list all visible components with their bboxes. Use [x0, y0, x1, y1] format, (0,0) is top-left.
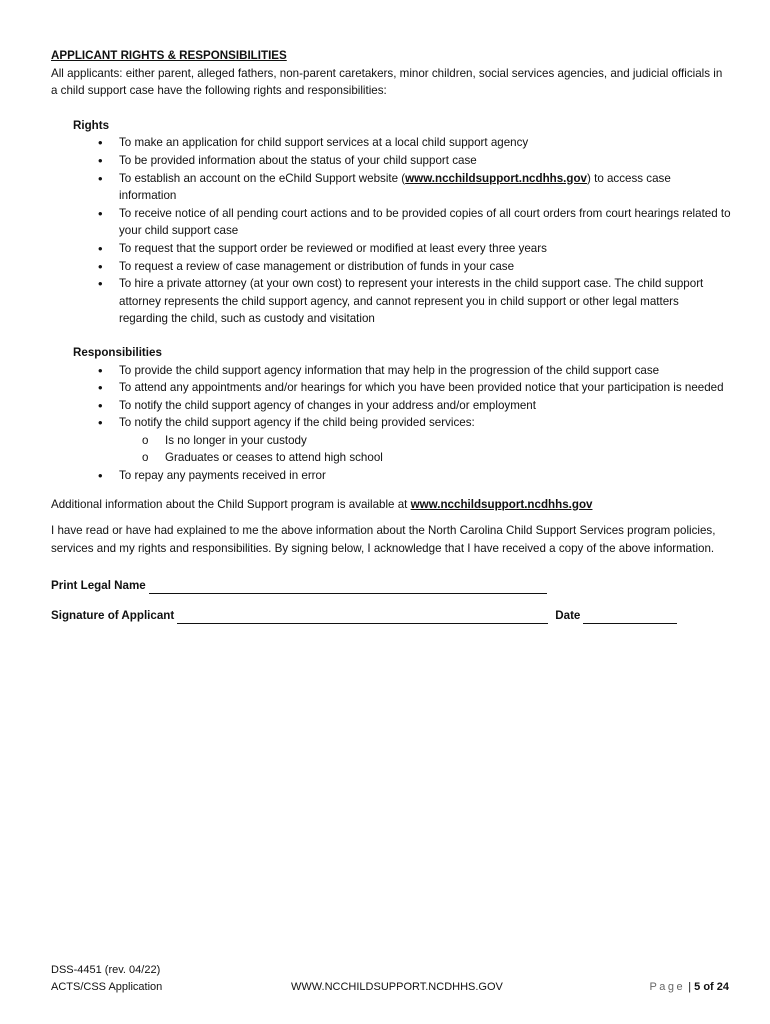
responsibility-item — [95, 362, 731, 380]
responsibility-sub-item — [140, 432, 731, 450]
responsibility-item-text: To repay any payments received in error — [119, 469, 326, 483]
responsibility-item-text: To provide the child support agency information that may help in the progression of the child support case — [119, 363, 660, 377]
responsibility-item-text: To notify the child support agency if the child being provided services: — [119, 416, 475, 430]
rights-item-text: To receive notice of all pending court actions and to be provided copies of all court orders from court hearings related to your child support case — [119, 206, 731, 238]
date-field[interactable] — [583, 610, 677, 624]
page-number: 5 of 24 — [694, 981, 729, 993]
form-name: ACTS/CSS Application — [51, 981, 163, 993]
print-name-field[interactable] — [149, 580, 547, 594]
additional-info-text: Additional information about the Child Support program is available at — [51, 497, 411, 511]
document-content — [51, 47, 731, 624]
signature-label: Signature of Applicant — [51, 608, 175, 622]
responsibility-item — [95, 379, 731, 397]
form-number: DSS-4451 (rev. 04/22) — [51, 964, 161, 976]
rights-item — [95, 152, 731, 170]
responsibility-sub-item-text: Graduates or ceases to attend high school — [165, 451, 383, 465]
page-word: Page — [649, 981, 686, 993]
intro-paragraph: All applicants: either parent, alleged fathers, non-parent caretakers, minor children, social services agencies, and judicial officials in a child support case have the following rights and responsibilities: — [51, 66, 723, 98]
responsibility-item-text: To attend any appointments and/or hearings for which you have been provided notice that your participation is needed — [119, 381, 724, 395]
footer-form-info — [51, 962, 162, 996]
responsibility-item — [95, 467, 731, 485]
rights-item-text: To request a review of case management or distribution of funds in your case — [119, 259, 515, 273]
rights-item — [95, 240, 731, 258]
acknowledgement-paragraph: I have read or have had explained to me the above information about the North Carolina Child Support Services program policies, services and my rights and responsibilities. By signing below, I acknowledge that I have received a copy of the above information. — [51, 524, 716, 555]
signature-field[interactable] — [177, 610, 548, 624]
footer-website: WWW.NCCHILDSUPPORT.NCDHHS.GOV — [291, 981, 503, 993]
section-heading: APPLICANT RIGHTS & RESPONSIBILITIES — [51, 49, 287, 62]
rights-title: Rights — [73, 118, 110, 132]
responsibility-sub-item — [140, 449, 731, 467]
responsibility-item — [95, 397, 731, 415]
page-separator: | — [688, 981, 692, 993]
rights-item-text-before: To establish an account on the eChild Support website ( — [119, 171, 406, 185]
rights-item — [95, 258, 731, 276]
echild-support-link[interactable]: www.ncchildsupport.ncdhhs.gov — [405, 171, 588, 185]
responsibilities-title: Responsibilities — [73, 345, 162, 359]
rights-item — [95, 134, 731, 152]
additional-info-paragraph — [51, 496, 731, 514]
rights-item-text: To hire a private attorney (at your own cost) to represent your interests in the child support case. The child support attorney represents the child support agency, and cannot represent you in child support or other legal matters regarding the child, such as custody and visitation — [119, 277, 704, 326]
responsibility-item-text: To notify the child support agency of changes in your address and/or employment — [119, 398, 536, 412]
responsibilities-list — [95, 362, 731, 485]
rights-list — [95, 134, 731, 328]
footer-page-indicator — [649, 979, 729, 996]
print-name-label: Print Legal Name — [51, 578, 146, 592]
rights-item-text: To make an application for child support services at a local child support agency — [119, 136, 529, 150]
print-name-row — [51, 576, 731, 594]
signature-row — [51, 606, 731, 624]
rights-item — [95, 205, 731, 240]
date-label: Date — [555, 608, 581, 622]
responsibility-item — [95, 414, 731, 467]
rights-item-text: To be provided information about the status of your child support case — [119, 153, 477, 167]
rights-item-text-after: ) to access case information — [119, 171, 671, 203]
responsibility-sub-item-text: Is no longer in your custody — [165, 433, 307, 447]
ncchildsupport-link[interactable]: www.ncchildsupport.ncdhhs.gov — [410, 497, 593, 511]
rights-item-text: To request that the support order be reviewed or modified at least every three years — [119, 241, 547, 255]
rights-item — [95, 275, 731, 328]
responsibility-sub-list — [140, 432, 731, 467]
rights-item — [95, 170, 731, 205]
